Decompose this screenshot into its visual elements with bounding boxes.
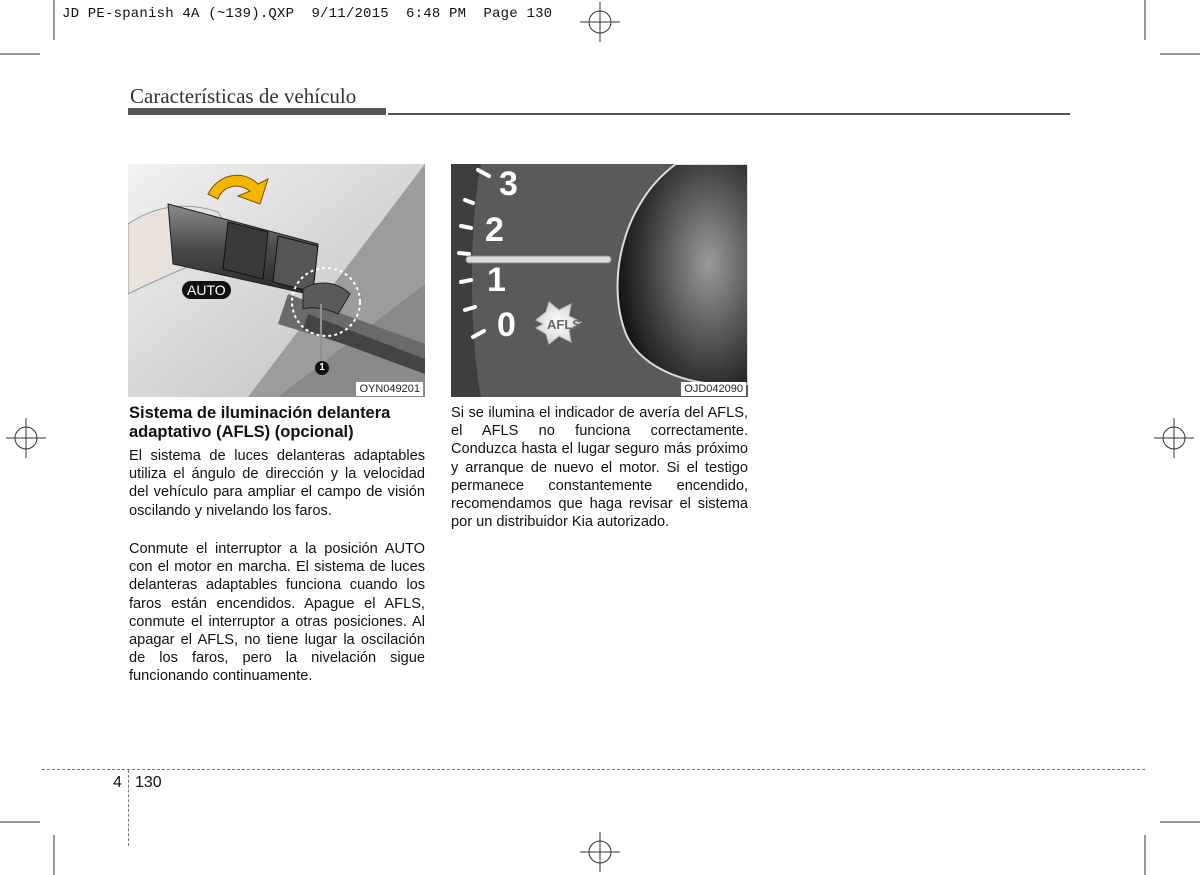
title-rule-thin (388, 113, 1070, 115)
section-title: Características de vehículo (130, 84, 357, 108)
print-header: JD PE-spanish 4A (~139).QXP 9/11/2015 6:48 PM Page 130 (62, 6, 553, 22)
registration-mark-right (1154, 418, 1194, 458)
footer-rule (42, 769, 1145, 770)
chapter-number: 4 (113, 774, 122, 791)
afls-heading: Sistema de iluminación delantera adaptativo (AFLS) (opcional) (129, 404, 391, 441)
callout-marker: 1 (315, 361, 329, 375)
auto-label: AUTO (182, 281, 231, 299)
figure-light-switch (128, 164, 425, 397)
gauge-number-2: 2 (485, 211, 504, 249)
registration-mark-top (580, 2, 620, 42)
figure-caption-left: OYN049201 (356, 382, 423, 396)
footer-divider (128, 770, 129, 846)
gauge-number-1: 1 (487, 261, 506, 299)
title-rule-thick (128, 108, 386, 115)
light-switch-illustration (128, 164, 425, 397)
paragraph-afls-description: El sistema de luces delanteras adaptables utiliza el ángulo de dirección y la velocidad del vehículo para ampliar el campo de visión oscilando y nivelando los faros. (129, 448, 425, 519)
gauge-number-0: 0 (497, 306, 516, 344)
figure-caption-right: OJD042090 (681, 382, 746, 396)
paragraph-afls-malfunction: Si se ilumina el indicador de avería del AFLS, el AFLS no funciona correctamente. Conduzca hasta el lugar seguro más próximo y arranque de nuevo el motor. Si el testigo permanece constantemente encendido, recomendamos que haga revisar el sistema por un distribuidor Kia autorizado. (451, 405, 748, 531)
afls-warning-icon: AFLS (547, 317, 581, 332)
page-number: 130 (135, 774, 162, 791)
registration-mark-left (6, 418, 46, 458)
registration-mark-bottom (580, 832, 620, 872)
gauge-number-3: 3 (499, 165, 518, 203)
figure-afls-indicator (451, 164, 748, 397)
paragraph-afls-operation: Conmute el interruptor a la posición AUTO con el motor en marcha. El sistema de luces delanteras adaptables funciona cuando los faros están encendidos. Apague el AFLS, conmute el interruptor a otras posiciones. Al apagar el AFLS, no tiene lugar la oscilación de los faros, pero la nivelación sigue funcionando continuamente. (129, 541, 425, 685)
